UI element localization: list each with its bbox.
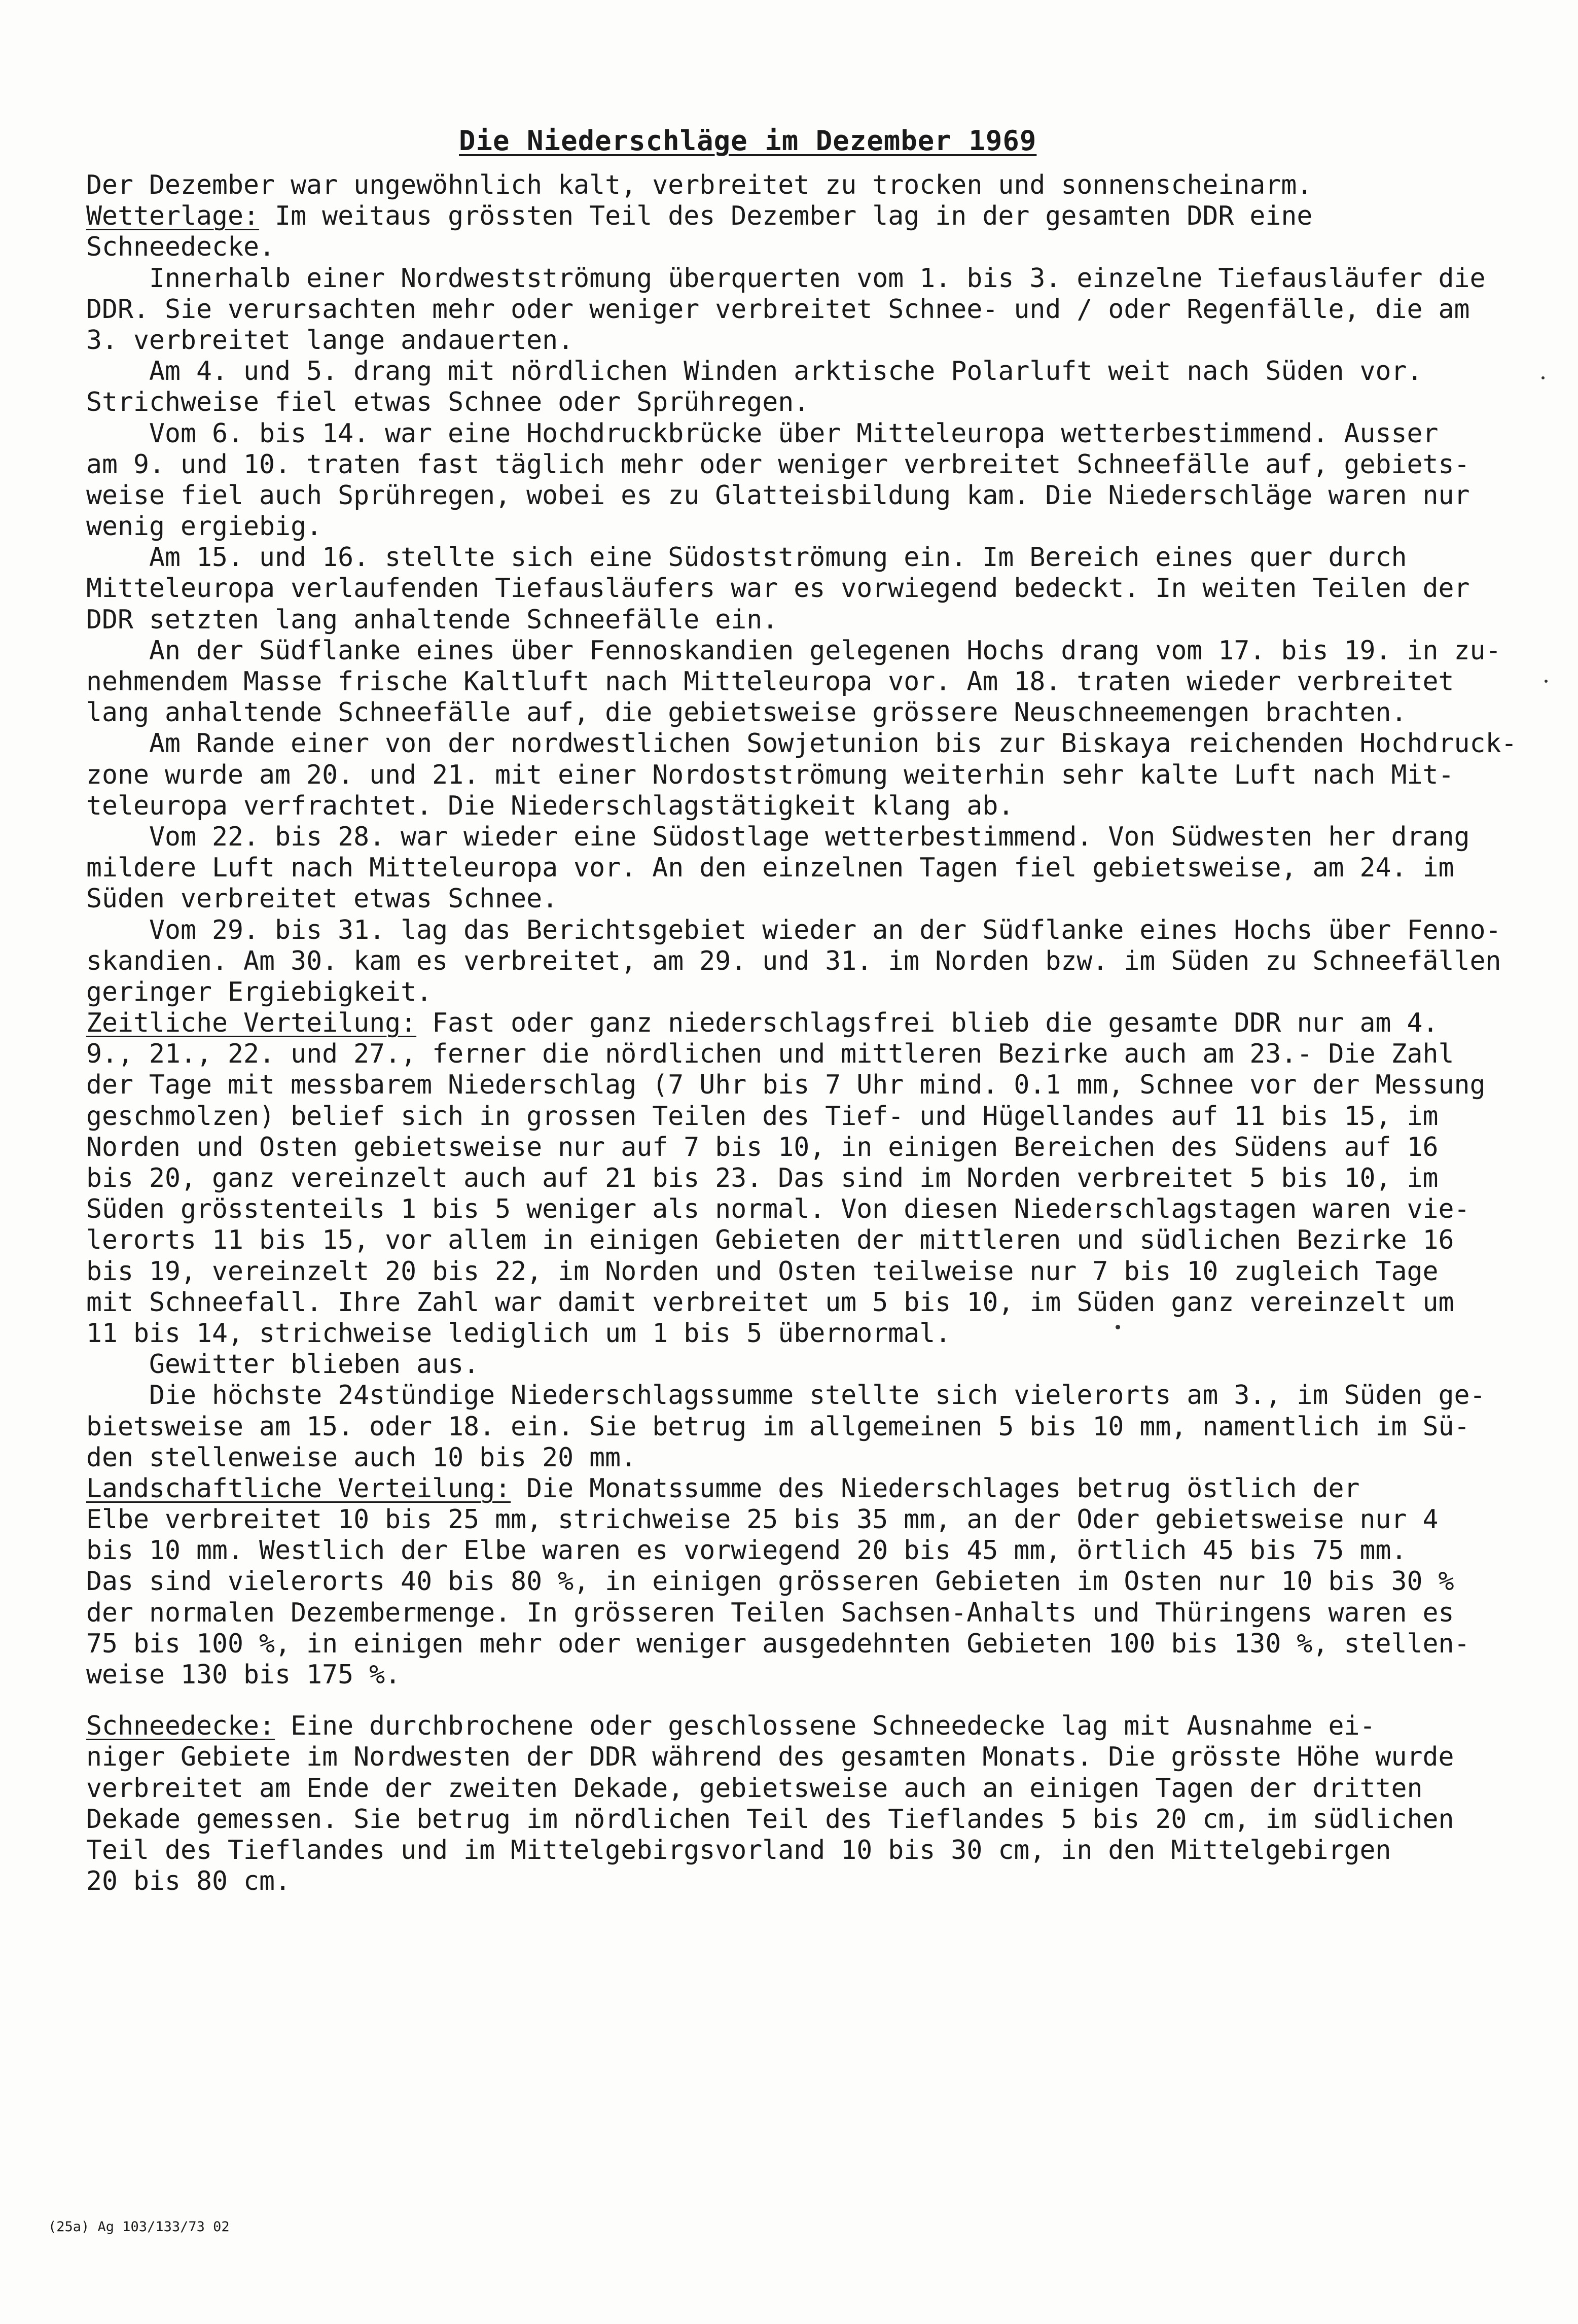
schneedecke-line: niger Gebiete im Nordwesten der DDR während des gesamten Monats. Die grösste Höhe wurde (86, 1742, 1454, 1773)
wetterlage-line: am 9. und 10. traten fast täglich mehr oder weniger verbreitet Schneefälle auf, gebiets- (86, 449, 1470, 480)
zeitliche-line: geschmolzen) belief sich in grossen Teilen des Tief- und Hügellandes auf 11 bis 15, im (86, 1101, 1439, 1132)
wetterlage-line: Vom 29. bis 31. lag das Berichtsgebiet wieder an der Südflanke eines Hochs über Fenno- (86, 914, 1501, 945)
landschaftliche-line: Elbe verbreitet 10 bis 25 mm, strichweise 25 bis 35 mm, an der Oder gebietsweise nur 4 (86, 1504, 1439, 1535)
zeitliche-line: Süden grösstenteils 1 bis 5 weniger als normal. Von diesen Niederschlagstagen waren vie- (86, 1194, 1470, 1225)
zeitliche-line: bietsweise am 15. oder 18. ein. Sie betrug im allgemeinen 5 bis 10 mm, namentlich im Sü- (86, 1411, 1470, 1442)
wetterlage-line: mildere Luft nach Mitteleuropa vor. An den einzelnen Tagen fiel gebietsweise, am 24. im (86, 853, 1454, 884)
schneedecke-line: Dekade gemessen. Sie betrug im nördlichen Teil des Tieflandes 5 bis 20 cm, im südlichen (86, 1804, 1454, 1835)
stray-dot-mark (1116, 1325, 1120, 1329)
section-gap (86, 1691, 1547, 1711)
wetterlage-line: Schneedecke. (86, 232, 275, 263)
zeitliche-line: 9., 21., 22. und 27., ferner die nördlichen und mittleren Bezirke auch am 23.- Die Zahl (86, 1039, 1454, 1070)
wetterlage-line: 3. verbreitet lange andauerten. (86, 325, 574, 356)
zeitliche-line: 11 bis 14, strichweise lediglich um 1 bis 5 übernormal. (86, 1318, 951, 1349)
wetterlage-line: Süden verbreitet etwas Schnee. (86, 884, 558, 914)
zeitliche-first-line-text: Fast oder ganz niederschlagsfrei blieb die gesamte DDR nur am 4. (416, 1008, 1439, 1039)
wetterlage-line: Mitteleuropa verlaufenden Tiefausläufers war es vorwiegend bedeckt. In weiten Teilen der (86, 573, 1470, 604)
schneedecke-first-line (86, 1711, 1547, 1742)
zeitliche-line: bis 19, vereinzelt 20 bis 22, im Norden und Osten teilweise nur 7 bis 10 zugleich Tage (86, 1256, 1439, 1287)
wetterlage-line: Vom 6. bis 14. war eine Hochdruckbrücke über Mitteleuropa wetterbestimmend. Ausser (86, 418, 1439, 449)
zeitliche-line: Norden und Osten gebietsweise nur auf 7 bis 10, in einigen Bereichen des Südens auf 16 (86, 1132, 1439, 1163)
document-body (86, 170, 1547, 1897)
wetterlage-first-line (86, 201, 1547, 232)
zeitliche-first-line (86, 1008, 1547, 1039)
schneedecke-line: 20 bis 80 cm. (86, 1866, 291, 1897)
zeitliche-paragraphs (86, 1039, 1547, 1473)
schneedecke-line: verbreitet am Ende der zweiten Dekade, gebietsweise auch an einigen Tagen der dritten (86, 1773, 1423, 1804)
wetterlage-line: DDR setzten lang anhaltende Schneefälle ein. (86, 604, 778, 635)
wetterlage-line: weise fiel auch Sprühregen, wobei es zu Glatteisbildung kam. Die Niederschläge waren nur (86, 480, 1470, 511)
landschaftliche-paragraphs (86, 1504, 1547, 1691)
wetterlage-line: nehmendem Masse frische Kaltluft nach Mitteleuropa vor. Am 18. traten wieder verbreitet (86, 666, 1454, 697)
zeitliche-line: bis 20, ganz vereinzelt auch auf 21 bis 23. Das sind im Norden verbreitet 5 bis 10, im (86, 1163, 1439, 1193)
wetterlage-line: zone wurde am 20. und 21. mit einer Nordostströmung weiterhin sehr kalte Luft nach Mit- (86, 759, 1454, 790)
zeitliche-line: Gewitter blieben aus. (86, 1349, 480, 1380)
landschaftliche-line: bis 10 mm. Westlich der Elbe waren es vorwiegend 20 bis 45 mm, örtlich 45 bis 75 mm. (86, 1535, 1407, 1566)
schneedecke-line: Teil des Tieflandes und im Mittelgebirgsvorland 10 bis 30 cm, in den Mittelgebirgen (86, 1835, 1391, 1865)
wetterlage-line: An der Südflanke eines über Fennoskandien gelegenen Hochs drang vom 17. bis 19. in zu- (86, 635, 1501, 666)
wetterlage-line: teleuropa verfrachtet. Die Niederschlagstätigkeit klang ab. (86, 790, 1014, 821)
wetterlage-line: geringer Ergiebigkeit. (86, 976, 433, 1007)
footer-reference: (25a) Ag 103/133/73 02 (48, 2219, 230, 2235)
landschaftliche-first-line (86, 1473, 1547, 1504)
landschaftliche-line: 75 bis 100 %, in einigen mehr oder weniger ausgedehnten Gebieten 100 bis 130 %, stellen- (86, 1628, 1470, 1659)
wetterlage-line: DDR. Sie verursachten mehr oder weniger verbreitet Schnee- und / oder Regenfälle, die am (86, 294, 1470, 325)
zeitliche-line: lerorts 11 bis 15, vor allem in einigen Gebieten der mittleren und südlichen Bezirke 16 (86, 1225, 1454, 1256)
zeitliche-line: Die höchste 24stündige Niederschlagssumme stellte sich vielerorts am 3., im Süden ge- (86, 1380, 1486, 1411)
schneedecke-paragraphs (86, 1742, 1547, 1897)
landschaftliche-line: der normalen Dezembermenge. In grösseren Teilen Sachsen-Anhalts und Thüringens waren es (86, 1597, 1454, 1628)
zeitliche-line: der Tage mit messbarem Niederschlag (7 Uhr bis 7 Uhr mind. 0.1 mm, Schnee vor der Messung (86, 1070, 1486, 1101)
wetterlage-line: Strichweise fiel etwas Schnee oder Sprühregen. (86, 387, 810, 418)
zeitliche-heading: Zeitliche Verteilung: (86, 1008, 417, 1039)
wetterlage-line: wenig ergiebig. (86, 511, 322, 542)
wetterlage-heading: Wetterlage: (86, 201, 260, 232)
wetterlage-line: Am Rande einer von der nordwestlichen Sowjetunion bis zur Biskaya reichenden Hochdruck- (86, 728, 1517, 759)
intro-line: Der Dezember war ungewöhnlich kalt, verbreitet zu trocken und sonnenscheinarm. (86, 170, 1313, 200)
wetterlage-line: lang anhaltende Schneefälle auf, die gebietsweise grössere Neuschneemengen brachten. (86, 697, 1407, 728)
wetterlage-paragraphs (86, 232, 1547, 1008)
wetterlage-line: skandien. Am 30. kam es verbreitet, am 29. und 31. im Norden bzw. im Süden zu Schneefällen (86, 945, 1501, 976)
wetterlage-first-line-text: Im weitaus grössten Teil des Dezember lag in der gesamten DDR eine (259, 201, 1313, 232)
wetterlage-line: Vom 22. bis 28. war wieder eine Südostlage wetterbestimmend. Von Südwesten her drang (86, 821, 1470, 852)
landschaftliche-heading: Landschaftliche Verteilung: (86, 1473, 511, 1504)
landschaftliche-line: weise 130 bis 175 %. (86, 1660, 401, 1690)
zeitliche-line: mit Schneefall. Ihre Zahl war damit verbreitet um 5 bis 10, im Süden ganz vereinzelt um (86, 1287, 1454, 1318)
wetterlage-line: Am 4. und 5. drang mit nördlichen Winden arktische Polarluft weit nach Süden vor. (86, 356, 1423, 387)
schneedecke-first-line-text: Eine durchbrochene oder geschlossene Schneedecke lag mit Ausnahme ei- (275, 1711, 1376, 1742)
wetterlage-line: Innerhalb einer Nordwestströmung überquerten vom 1. bis 3. einzelne Tiefausläufer die (86, 263, 1486, 294)
stray-dot-mark (1541, 376, 1545, 379)
stray-dot-mark (1545, 680, 1548, 683)
zeitliche-line: den stellenweise auch 10 bis 20 mm. (86, 1442, 637, 1473)
schneedecke-heading: Schneedecke: (86, 1711, 275, 1742)
page-title: Die Niederschläge im Dezember 1969 (459, 125, 1037, 157)
wetterlage-line: Am 15. und 16. stellte sich eine Südostströmung ein. Im Bereich eines quer durch (86, 542, 1407, 573)
landschaftliche-first-line-text: Die Monatssumme des Niederschlages betrug östlich der (511, 1473, 1360, 1504)
landschaftliche-line: Das sind vielerorts 40 bis 80 %, in einigen grösseren Gebieten im Osten nur 10 bis 30 % (86, 1566, 1454, 1597)
